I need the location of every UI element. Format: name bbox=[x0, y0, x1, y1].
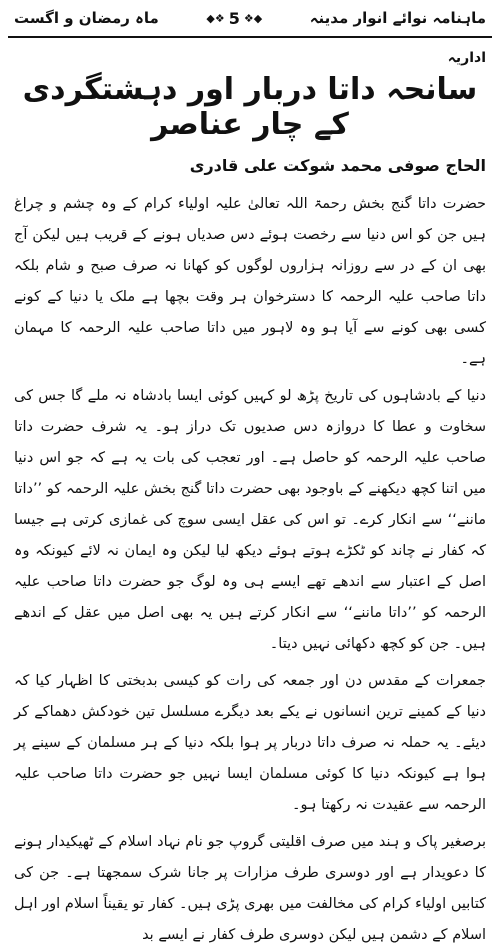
issue-label: ماہ رمضان و اگست bbox=[14, 9, 159, 27]
paragraph: حضرت داتا گنج بخش رحمۃ اللہ تعالیٰ علیہ اولیاء کرام کے وہ چشم و چراغ ہیں جن کو اس دنیا سے رخصت ہوئے دس صدیاں ہونے کے قریب ہیں لیکن آج بھی ان کے در سے روزانہ ہزاروں لوگوں کو کھانا نہ صرف صبح و شام بلکہ داتا صاحب علیہ الرحمہ کا دسترخوان ہر وقت بچھا ہے ملک یا دنیا کے کونے کسی بھی کونے سے آیا ہو وہ لاہور میں داتا صاحب علیہ الرحمہ کا مہمان ہے۔ bbox=[14, 196, 486, 367]
section-label: اداریہ bbox=[447, 50, 486, 66]
article-author: الحاج صوفی محمد شوکت علی قادری bbox=[189, 156, 486, 175]
ornament-icon: ◆❖ bbox=[243, 11, 263, 25]
ornament-icon: ❖◆ bbox=[206, 11, 225, 25]
paragraph: برصغیر پاک و ہند میں صرف اقلیتی گروپ جو نام نہاد اسلام کے ٹھیکیدار ہونے کا دعویدار ہے اور دوسری طرف مزارات پر جانا شرک سمجھتا ہے۔ جن کی کتابیں اولیاء کرام کی مخالفت میں بھری پڑی ہیں۔ کفار تو یقیناً اسلام اور اہل اسلام کے دشمن ہیں لیکن دوسری طرف کفار نے ایسے بد bbox=[14, 834, 486, 943]
paragraph: دنیا کے بادشاہوں کی تاریخ پڑھ لو کہیں کوئی ایسا بادشاہ نہ ملے گا جس کی سخاوت و عطا کا دروازہ دس صدیوں تک دراز ہو۔ یہ شرف حضرت داتا صاحب علیہ الرحمہ کو حاصل ہے۔ اور تعجب کی بات یہ ہے کہ جو اس دنیا میں اتنا کچھ دیکھنے کے باوجود بھی حضرت داتا گنج بخش علیہ الرحمہ کو ’’داتا ماننے‘‘ سے انکار کرے۔ تو اس کی عقل ایسی سوچ کی غمازی کرتی ہے جیسا کہ کفار نے چاند کو ٹکڑے ہوتے ہوئے دیکھ لیا لیکن وہ ایمان نہ لائے کیونکہ وہ اصل کے اعتبار سے اندھے تھے ایسے ہی وہ لوگ جو حضرت داتا صاحب علیہ الرحمہ کو ’’داتا ماننے‘‘ سے انکار کرتے ہیں یہ بھی اصل میں عقل کے اندھے ہیں۔ جن کو کچھ دکھائی نہیں دیتا۔ bbox=[14, 388, 486, 652]
magazine-name: ماہنامہ نوائے انوار مدینہ bbox=[309, 9, 486, 27]
page-number: 5 bbox=[228, 8, 240, 28]
page-header bbox=[8, 0, 492, 38]
page-number-badge bbox=[202, 9, 266, 28]
article-title: سانحہ داتا دربار اور دہشتگردی کے چار عناصر bbox=[22, 72, 478, 142]
paragraph: جمعرات کے مقدس دن اور جمعہ کی رات کو کیسی بدبختی کا اظہار کیا کہ دنیا کے کمینے ترین انسانوں نے یکے بعد دیگرے مسلسل تین خودکش دھماکے کر دیئے۔ یہ حملہ نہ صرف داتا دربار پر ہوا بلکہ دنیا کے ہر مسلمان کے سینے پر ہوا ہے کیونکہ دنیا کا کوئی مسلمان ایسا نہیں جو حضرت داتا صاحب علیہ الرحمہ سے عقیدت نہ رکھتا ہو۔ bbox=[14, 673, 486, 813]
article-body bbox=[8, 189, 492, 951]
